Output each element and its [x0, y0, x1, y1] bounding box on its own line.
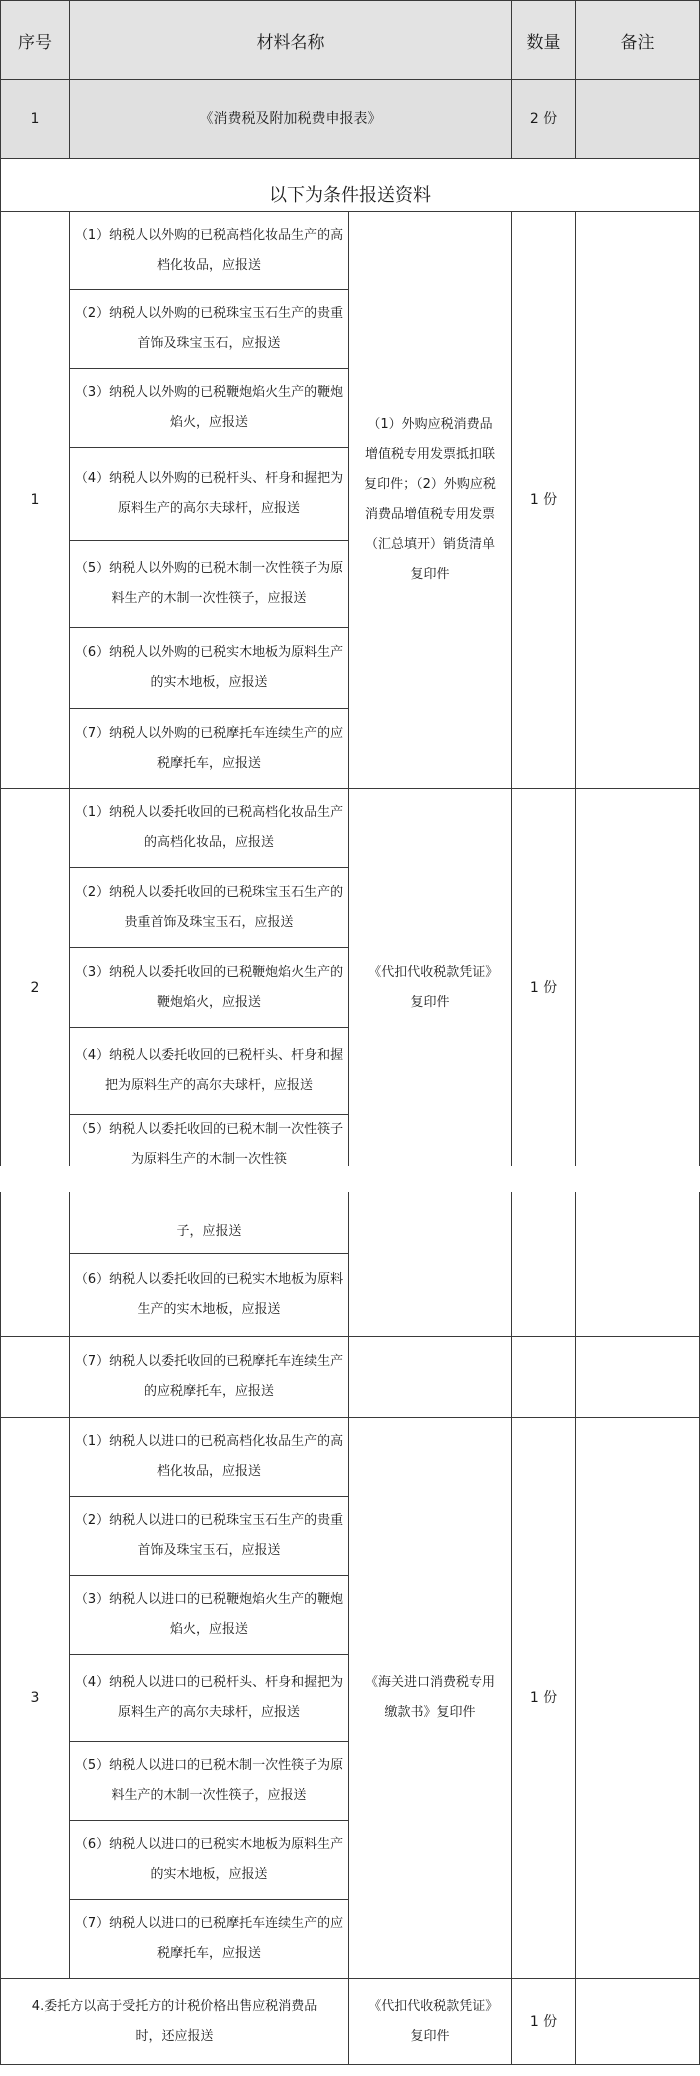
row1-no: 1: [0, 79, 70, 159]
group3-item-6: （6）纳税人以进口的已税实木地板为原料生产的实木地板，应报送: [69, 1820, 349, 1900]
group1-item-6: （6）纳税人以外购的已税实木地板为原料生产的实木地板，应报送: [69, 627, 349, 709]
group2-material-cont: [348, 1192, 512, 1337]
group1-item-4: （4）纳税人以外购的已税杆头、杆身和握把为原料生产的高尔夫球杆，应报送: [69, 447, 349, 541]
group1-material: （1）外购应税消费品增值税专用发票抵扣联复印件；（2）外购应税消费品增值税专用发票（汇总填开）销货清单复印件: [348, 211, 512, 789]
group3-item-4: （4）纳税人以进口的已税杆头、杆身和握把为原料生产的高尔夫球杆，应报送: [69, 1654, 349, 1742]
group2-item-4: （4）纳税人以委托收回的已税杆头、杆身和握把为原料生产的高尔夫球杆，应报送: [69, 1027, 349, 1115]
row1-name: 《消费税及附加税费申报表》: [69, 79, 512, 159]
group1-item-5: （5）纳税人以外购的已税木制一次性筷子为原料生产的木制一次性筷子，应报送: [69, 540, 349, 628]
header-name: 材料名称: [69, 0, 512, 80]
group2-no-cont-2: [0, 1336, 70, 1418]
group2-qty: 1 份: [511, 788, 576, 1166]
header-qty: 数量: [511, 0, 576, 80]
group3-remark: [575, 1417, 700, 1979]
group2-item-6: （6）纳税人以委托收回的已税实木地板为原料生产的实木地板，应报送: [69, 1253, 349, 1337]
row1-qty: 2 份: [511, 79, 576, 159]
group1-qty: 1 份: [511, 211, 576, 789]
group3-item-2: （2）纳税人以进口的已税珠宝玉石生产的贵重首饰及珠宝玉石，应报送: [69, 1496, 349, 1576]
group1-no: 1: [0, 211, 70, 789]
group3-qty: 1 份: [511, 1417, 576, 1979]
group2-remark-cont: [575, 1192, 700, 1337]
group2-no: 2: [0, 788, 70, 1166]
row4-material: 《代扣代收税款凭证》复印件: [348, 1978, 512, 2065]
page-gap: [0, 1166, 700, 1192]
group1-item-1: （1）纳税人以外购的已税高档化妆品生产的高档化妆品，应报送: [69, 211, 349, 290]
group1-item-2: （2）纳税人以外购的已税珠宝玉石生产的贵重首饰及珠宝玉石，应报送: [69, 289, 349, 369]
group3-material: 《海关进口消费税专用缴款书》复印件: [348, 1417, 512, 1979]
group3-item-5: （5）纳税人以进口的已税木制一次性筷子为原料生产的木制一次性筷子，应报送: [69, 1741, 349, 1821]
group2-remark-cont-2: [575, 1336, 700, 1418]
group3-no: 3: [0, 1417, 70, 1979]
group2-item-5-part-1: （5）纳税人以委托收回的已税木制一次性筷子为原料生产的木制一次性筷: [69, 1114, 349, 1166]
group1-remark: [575, 211, 700, 789]
group2-remark: [575, 788, 700, 1166]
group2-material: 《代扣代收税款凭证》复印件: [348, 788, 512, 1166]
row4-remark: [575, 1978, 700, 2065]
group2-item-1: （1）纳税人以委托收回的已税高档化妆品生产的高档化妆品，应报送: [69, 788, 349, 868]
group2-item-3: （3）纳税人以委托收回的已税鞭炮焰火生产的鞭炮焰火，应报送: [69, 947, 349, 1028]
group1-item-3: （3）纳税人以外购的已税鞭炮焰火生产的鞭炮焰火，应报送: [69, 368, 349, 448]
group2-qty-cont-2: [511, 1336, 576, 1418]
header-no: 序号: [0, 0, 70, 80]
section-title: 以下为条件报送资料: [0, 158, 700, 212]
group2-no-cont: [0, 1192, 70, 1336]
header-remark: 备注: [575, 0, 700, 80]
group2-item-7: （7）纳税人以委托收回的已税摩托车连续生产的应税摩托车，应报送: [69, 1336, 349, 1418]
group1-item-7: （7）纳税人以外购的已税摩托车连续生产的应税摩托车，应报送: [69, 708, 349, 789]
group2-item-5-part-2: 子，应报送: [69, 1192, 349, 1254]
group3-item-1: （1）纳税人以进口的已税高档化妆品生产的高档化妆品，应报送: [69, 1417, 349, 1497]
group2-qty-cont: [511, 1192, 576, 1337]
table-page-2: [0, 1192, 700, 2076]
group3-item-7: （7）纳税人以进口的已税摩托车连续生产的应税摩托车，应报送: [69, 1899, 349, 1979]
row1-remark: [575, 79, 700, 159]
group2-material-cont-2: [348, 1336, 512, 1418]
row4-qty: 1 份: [511, 1978, 576, 2065]
group2-item-2: （2）纳税人以委托收回的已税珠宝玉石生产的贵重首饰及珠宝玉石，应报送: [69, 867, 349, 948]
row4-name: 4.委托方以高于受托方的计税价格出售应税消费品时，还应报送: [0, 1978, 349, 2065]
group3-item-3: （3）纳税人以进口的已税鞭炮焰火生产的鞭炮焰火，应报送: [69, 1575, 349, 1655]
